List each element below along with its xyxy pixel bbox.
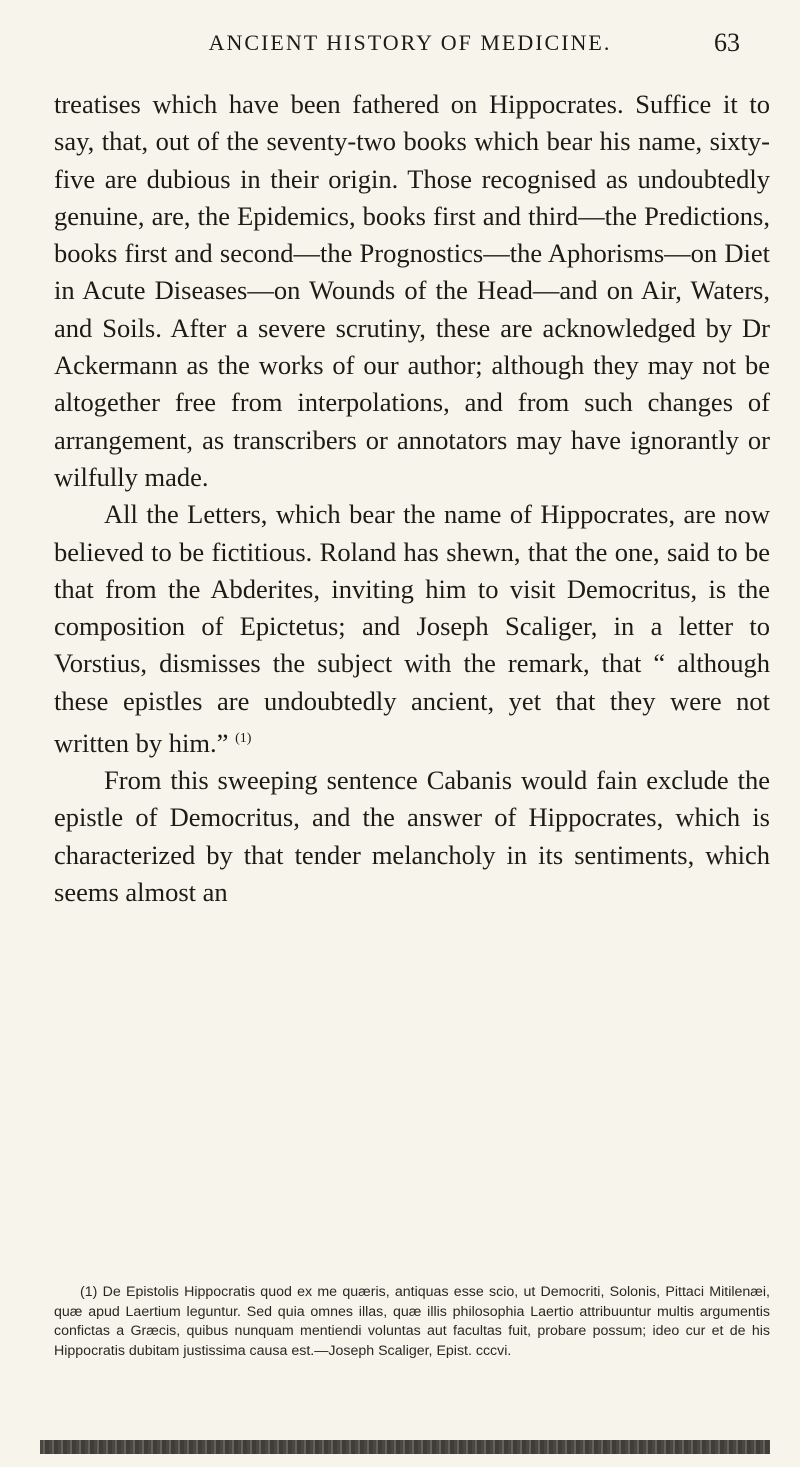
paragraph-text: treatises which have been fathered on Hippocrates. Suffice it to say, that, out of the seventy-two books which bear his name, sixty-five are dubious in their origin. Those recognised as undoubtedly genuine, are, the Epidemics, books first and third—the Predictions, books first and second—the Prognostics—the Aphorisms—on Diet in Acute Diseases—on Wounds of the Head—and on Air, Waters, and Soils. After a severe scrutiny, these are acknowledged by Dr Ackermann as the works of our author; although they may not be altogether free from interpolations, and from such changes of arrangement, as transcribers or annotators may have ignorantly or wilfully made. xyxy=(54,89,770,492)
body-text xyxy=(54,86,770,911)
paragraph-text: All the Letters, which bear the name of Hippocrates, are now believed to be fictitious. Roland has shewn, that the one, said to be that from the Abderites, inviting him to visit Democritus, is the composition of Epictetus; and Joseph Scaliger, in a letter to Vorstius, dismisses the subject with the remark, that “ although these epistles are undoubtedly ancient, yet that they were not written by him.” xyxy=(54,499,770,758)
paragraph-continuation xyxy=(54,86,770,496)
scan-edge xyxy=(40,1440,770,1454)
page-number: 63 xyxy=(714,28,740,57)
footnote: (1) De Epistolis Hippocratis quod ex me quæris, antiquas esse scio, ut Democriti, Solonis, Pittaci Mitilenæi, quæ apud Laertium leguntur. Sed quia omnes illas, quæ illis philosophia Laertio attribuuntur multis argumentis confictas a Græcis, quibus nunquam mentiendi voluntas aut facultas fuit, probare possum; ideo cur et de his Hippocratis dubitam justissima causa est.—Joseph Scaliger, Epist. cccvi. xyxy=(54,1284,770,1359)
running-head: ANCIENT HISTORY OF MEDICINE. xyxy=(208,30,612,55)
footnote-reference: (1) xyxy=(235,731,252,747)
paragraph-text: From this sweeping sentence Cabanis would fain exclude the epistle of Democritus, and the answer of Hippocrates, which is characterized by that tender melancholy in its sentiments, which seems almost an xyxy=(54,765,770,908)
footnotes xyxy=(54,1283,770,1361)
paragraph-cabanis xyxy=(54,762,770,911)
paragraph-letters xyxy=(54,496,770,762)
page-header xyxy=(130,30,740,70)
